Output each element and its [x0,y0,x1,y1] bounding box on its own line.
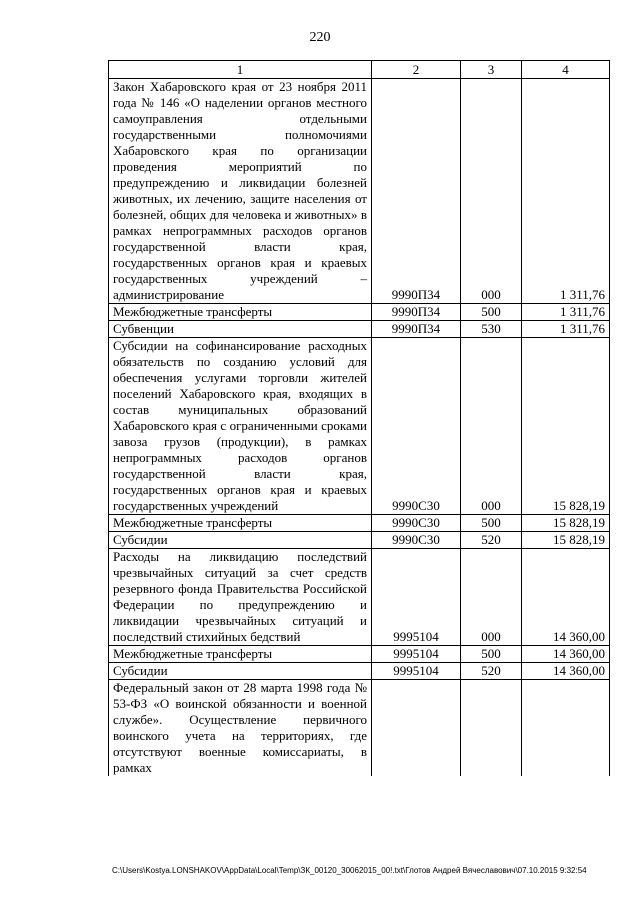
row-code: 9990С30 [372,532,461,549]
row-type: 520 [461,532,522,549]
row-code: 9995104 [372,646,461,663]
header-cell-1: 1 [109,61,372,79]
row-code: 9990С30 [372,338,461,515]
row-amount: 15 828,19 [522,515,610,532]
row-description: Межбюджетные трансферты [109,304,372,321]
row-amount: 14 360,00 [522,646,610,663]
row-type: 500 [461,515,522,532]
row-code: 9990П34 [372,321,461,338]
row-type: 000 [461,549,522,646]
row-description: Закон Хабаровского края от 23 ноября 2011 года № 146 «О наделении органов местного самоуправления отдельными государственными полномочиями Хабаровского края по организации проведения мероприятий по предупреждению и ликвидации болезней животных, их лечению, защите населения от болезней, общих для человека и животных» в рамках непрограммных расходов органов государственной власти края, государственных органов края и краевых государственных учреждений – администрирование [109,79,372,304]
row-amount: 1 311,76 [522,321,610,338]
row-amount: 15 828,19 [522,532,610,549]
table-row [109,549,610,646]
row-type: 500 [461,646,522,663]
row-type: 000 [461,338,522,515]
row-code: 9995104 [372,663,461,680]
row-code: 9990П34 [372,79,461,304]
table-row [109,304,610,321]
row-description: Межбюджетные трансферты [109,515,372,532]
row-amount [522,680,610,777]
table-header-row [109,61,610,79]
row-description: Субвенции [109,321,372,338]
table-row [109,680,610,777]
budget-table [108,60,610,776]
table-row [109,321,610,338]
row-code: 9990С30 [372,515,461,532]
row-type: 000 [461,79,522,304]
row-type: 520 [461,663,522,680]
table-row [109,532,610,549]
row-description: Федеральный закон от 28 марта 1998 года № 53-ФЗ «О воинской обязанности и военной службе». Осуществление первичного воинского учета на территориях, где отсутствуют военные комиссариаты, в рамках [109,680,372,777]
row-amount: 1 311,76 [522,304,610,321]
row-code: 9995104 [372,549,461,646]
header-cell-3: 3 [461,61,522,79]
row-type [461,680,522,777]
row-type: 500 [461,304,522,321]
row-description: Расходы на ликвидацию последствий чрезвычайных ситуаций за счет средств резервного фонда Правительства Российской Федерации по предупреждению и ликвидации чрезвычайных ситуаций и последствий стихийных бедствий [109,549,372,646]
table-row [109,79,610,304]
row-amount: 14 360,00 [522,663,610,680]
header-cell-2: 2 [372,61,461,79]
file-path-footer: C:\Users\Kostya.LONSHAKOV\AppData\Local\Temp\ЗК_00120_30062015_00!.txt\Глотов Андрей Вячеславович\07.10.2015 9:32:54 [112,866,587,875]
row-description: Субсидии [109,663,372,680]
table-row [109,515,610,532]
row-code [372,680,461,777]
row-amount: 1 311,76 [522,79,610,304]
row-code: 9990П34 [372,304,461,321]
header-cell-4: 4 [522,61,610,79]
page-number: 220 [309,30,331,45]
table-row [109,646,610,663]
row-type: 530 [461,321,522,338]
table-row [109,338,610,515]
row-description: Субсидии на софинансирование расходных обязательств по созданию условий для обеспечения услугами торговли жителей поселений Хабаровского края, входящих в состав муниципальных образований Хабаровского края с ограниченными сроками завоза грузов (продукции), в рамках непрограммных расходов органов государственной власти края, государственных органов края и краевых государственных учреждений [109,338,372,515]
row-description: Субсидии [109,532,372,549]
row-description: Межбюджетные трансферты [109,646,372,663]
row-amount: 14 360,00 [522,549,610,646]
row-amount: 15 828,19 [522,338,610,515]
table-row [109,663,610,680]
